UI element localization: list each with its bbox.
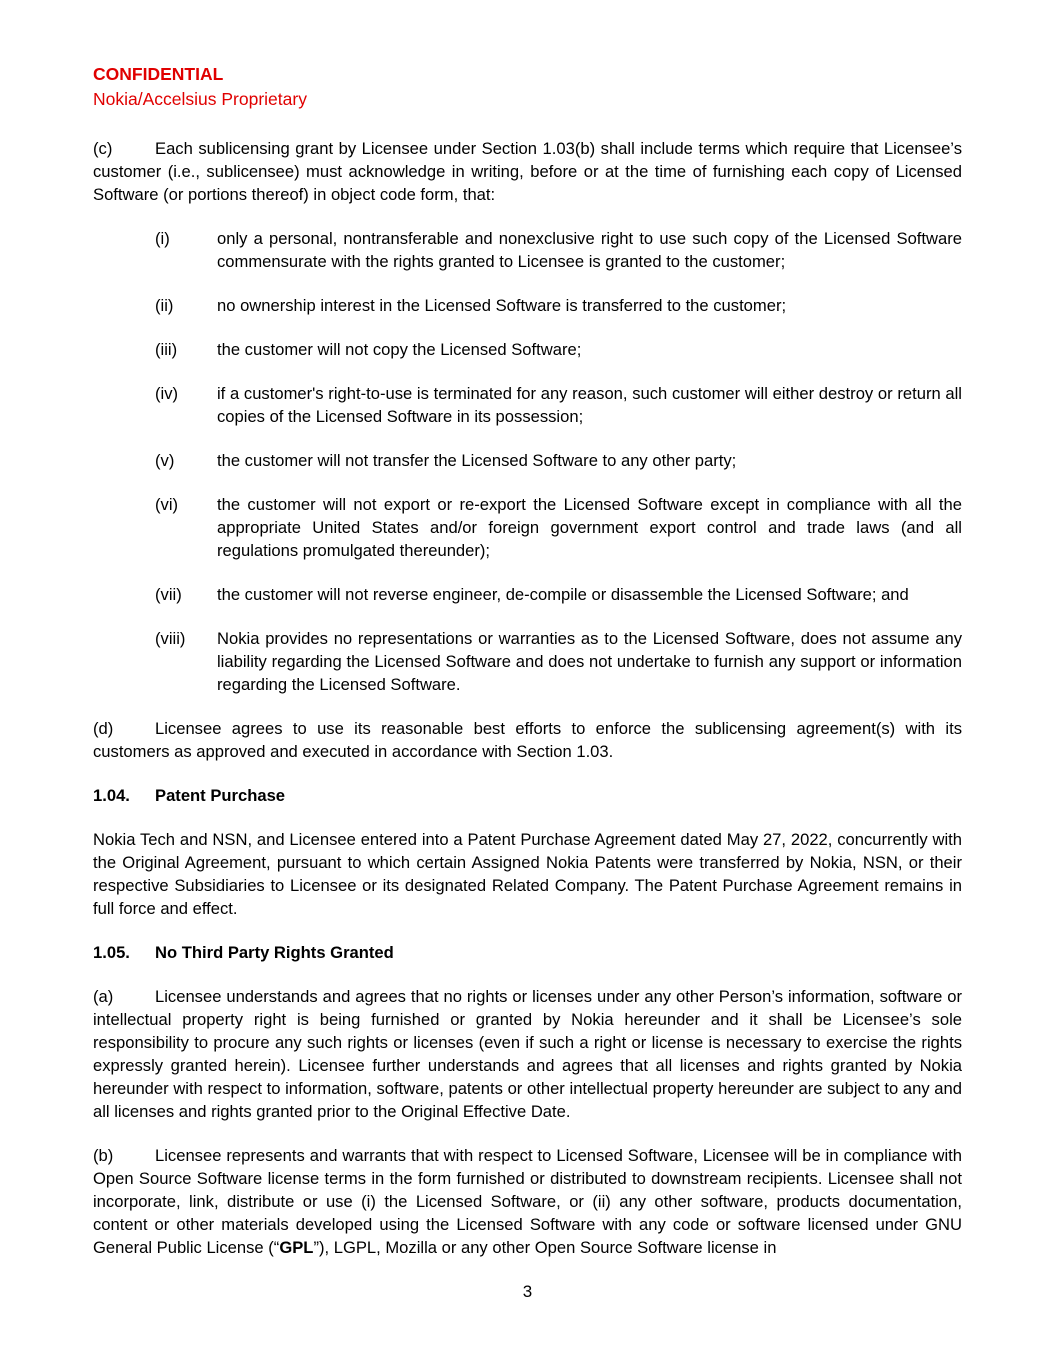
list-item-text: only a personal, nontransferable and nonexclusive right to use such copy of the Licensed Software commensurate with the rights granted to Licensee is granted to the customer; [217, 229, 962, 271]
paragraph-text-continued: ”), LGPL, Mozilla or any other Open Source Software license in [313, 1238, 777, 1257]
list-item-number: (vii) [155, 585, 182, 604]
section-title: Patent Purchase [155, 786, 286, 805]
list-item-text: the customer will not reverse engineer, de-compile or disassemble the Licensed Software; and [217, 585, 909, 604]
list-item-number: (vi) [155, 495, 179, 514]
list-item [155, 627, 962, 696]
list-item [155, 493, 962, 562]
list-item-number: (v) [155, 451, 175, 470]
list-item [155, 583, 962, 606]
paragraph-label: (c) [93, 139, 113, 158]
paragraph-d [93, 717, 962, 763]
list-item [155, 227, 962, 273]
list-item-number: (i) [155, 229, 170, 248]
list-item [155, 382, 962, 428]
paragraph-text: Each sublicensing grant by Licensee under Section 1.03(b) shall include terms which require that Licensee’s customer (i.e., sublicensee) must acknowledge in writing, before or at the time of furnishing each copy of Licensed Software (or portions thereof) in object code form, that: [93, 139, 962, 204]
proprietary-label: Nokia/Accelsius Proprietary [93, 89, 307, 109]
confidential-label: CONFIDENTIAL [93, 64, 224, 84]
list-item-text: no ownership interest in the Licensed Software is transferred to the customer; [217, 296, 787, 315]
paragraph-1-05-b [93, 1144, 962, 1259]
page-number: 3 [522, 1282, 533, 1301]
paragraph-label: (b) [93, 1146, 114, 1165]
defined-term: GPL [279, 1238, 314, 1257]
list-item [155, 338, 962, 361]
list-item-number: (iv) [155, 384, 179, 403]
list-item-number: (viii) [155, 629, 186, 648]
paragraph-label: (a) [93, 987, 114, 1006]
confidentiality-header [93, 62, 307, 112]
list-item-text: if a customer's right-to-use is terminated for any reason, such customer will either destroy or return all copies of the Licensed Software in its possession; [217, 384, 962, 426]
list-item [155, 294, 962, 317]
list-item-text: Nokia provides no representations or warranties as to the Licensed Software, does not assume any liability regarding the Licensed Software and does not undertake to furnish any support or information regarding the Licensed Software. [217, 629, 962, 694]
list-item-text: the customer will not export or re-export the Licensed Software except in compliance with all the appropriate United States and/or foreign government export control and trade laws (and all regulations promulgated thereunder); [217, 495, 962, 560]
section-heading-1-05 [93, 941, 962, 964]
list-item-text: the customer will not transfer the Licensed Software to any other party; [217, 451, 737, 470]
paragraph-c [93, 137, 962, 206]
section-1-04-text: Nokia Tech and NSN, and Licensee entered into a Patent Purchase Agreement dated May 27, 2022, concurrently with the Original Agreement, pursuant to which certain Assigned Nokia Patents were transferred by Nokia, NSN, or their respective Subsidiaries to Licensee or its designated Related Company. The Patent Purchase Agreement remains in full force and effect. [93, 830, 962, 918]
section-number: 1.04. [93, 786, 130, 805]
paragraph-text: Licensee represents and warrants that with respect to Licensed Software, Licensee will be in compliance with Open Source Software license terms in the form furnished or distributed to downstream recipients. Licensee shall not incorporate, link, distribute or use (i) the Licensed Software, or (ii) any other software, products documentation, content or other materials developed using the Licensed Software with any code or software licensed under GNU General Public License (“ [93, 1146, 962, 1257]
paragraph-1-05-a [93, 985, 962, 1123]
list-item [155, 449, 962, 472]
list-item-text: the customer will not copy the Licensed Software; [217, 340, 582, 359]
list-item-number: (ii) [155, 296, 174, 315]
document-body [93, 137, 962, 1280]
section-number: 1.05. [93, 943, 130, 962]
paragraph-label: (d) [93, 719, 114, 738]
paragraph-text: Licensee agrees to use its reasonable best efforts to enforce the sublicensing agreement(s) with its customers as approved and executed in accordance with Section 1.03. [93, 719, 962, 761]
paragraph-text: Licensee understands and agrees that no rights or licenses under any other Person’s information, software or intellectual property right is being furnished or granted by Nokia hereunder and it shall be Licensee’s sole responsibility to procure any such rights or licenses (even if such a right or license is necessary to exercise the rights expressly granted herein). Licensee further understands and agrees that all licenses and rights granted by Nokia hereunder with respect to information, software, patents or other intellectual property hereunder are subject to any and all licenses and rights granted prior to the Original Effective Date. [93, 987, 962, 1121]
list-item-number: (iii) [155, 340, 178, 359]
section-heading-1-04 [93, 784, 962, 807]
section-title: No Third Party Rights Granted [155, 943, 394, 962]
